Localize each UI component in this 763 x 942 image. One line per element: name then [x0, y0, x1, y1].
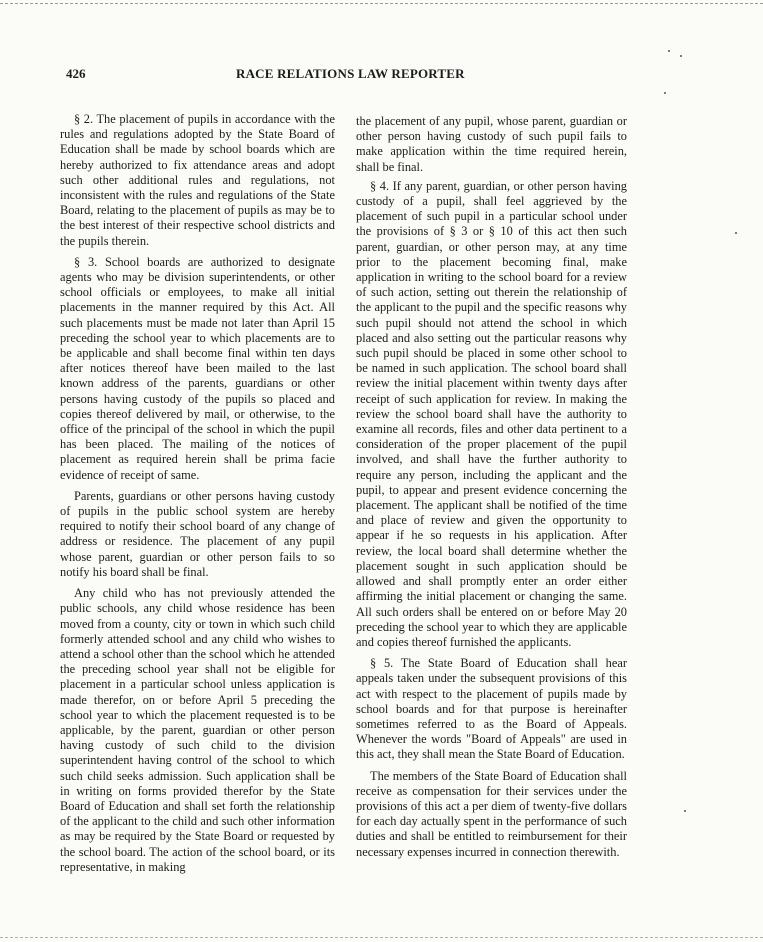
left-column	[60, 112, 335, 881]
section-2-paragraph: § 2. The placement of pupils in accordance with the rules and regulations adopted by the State Board of Education shall be made by school boards which are hereby authorized to fix attendance areas and adopt such other additional rules and regulations, not inconsistent with the rules and regulations of the State Board, relating to the placement of pupils as may be to the best interest of their respective school districts and the pupils therein.	[60, 112, 335, 248]
section-3-paragraph: § 3. School boards are authorized to designate agents who may be division superintendents, or other school officials or employees, to make all initial placements in the manner required by this Act. All such placements must be made not later than April 15 preceding the school year to which placements are to be applicable and shall become final within ten days after notices thereof have been mailed to the last known address of the parents, guardians or other persons having custody of the pupils so placed and copies thereof delivered by mail, or otherwise, to the office of the principal of the school in which the pupil has been placed. The mailing of the notices of placement as required herein shall be prima facie evidence of receipt of same.	[60, 254, 335, 482]
compensation-paragraph: The members of the State Board of Education shall receive as compensation for their services under the provisions of this act a per diem of twenty-five dollars for each day actually spent in the performance of such duties and shall be entitled to reimbursement for their necessary expenses incurred in connection therewith.	[356, 768, 627, 859]
scan-speck	[680, 55, 682, 57]
running-title: RACE RELATIONS LAW REPORTER	[236, 66, 465, 81]
page-bottom-edge	[0, 937, 763, 938]
scan-speck	[664, 92, 666, 94]
section-5-paragraph: § 5. The State Board of Education shall hear appeals taken under the subsequent provisions of this act with respect to the placement of pupils made by school boards and for that purpose is hereinafter sometimes referred to as the Board of Appeals. Whenever the words "Board of Appeals" are used in this act, they shall mean the State Board of Education.	[356, 656, 627, 762]
scan-speck	[735, 232, 737, 234]
continuation-paragraph: the placement of any pupil, whose parent, guardian or other person having custody of such pupil fails to make application within the time required herein, shall be final.	[356, 114, 627, 174]
scan-speck	[684, 810, 686, 812]
scan-speck	[668, 50, 670, 52]
right-column	[356, 114, 627, 866]
application-paragraph: Any child who has not previously attended the public schools, any child whose residence has been moved from a county, city or town in which such child formerly attended school and any child who wishes to attend a school other than the school which he attended the preceding school year shall not be eligible for placement in a particular school unless application is made therefor, on or before April 5 preceding the school year to which the placement requested is to be applicable, by the parent, guardian or other person having custody of such child to the division superintendent having control of the school to which such child seeks admission. Such application shall be in writing on forms provided therefor by the State Board of Education and shall set forth the relationship of the applicant to the child and such other information as may be required by the State Board or requested by the school board. The action of the school board, or its representative, in making	[60, 586, 335, 874]
page-header	[66, 66, 666, 84]
page-number: 426	[66, 66, 86, 81]
page-top-edge	[0, 3, 763, 4]
parents-notify-paragraph: Parents, guardians or other persons having custody of pupils in the public school system are hereby required to notify their school board of any change of address or residence. The placement of any pupil whose parent, guardian or other person fails to so notify his board shall be final.	[60, 488, 335, 579]
section-4-paragraph: § 4. If any parent, guardian, or other person having custody of a pupil, shall feel aggrieved by the placement of such pupil in a particular school under the provisions of § 3 or § 10 of this act then such parent, guardian, or other person may, at any time prior to the placement becoming final, make application in writing to the school board for a review of such action, setting out therein the relationship of the applicant to the pupil and the specific reasons why such pupil should not attend the school in which placed and also setting out the particular reasons why such pupil should be placed in some other school to be named in such application. The school board shall review the initial placement within twenty days after receipt of such application for review. In making the review the school board shall have the authority to examine all records, files and other data pertinent to a consideration of the proper placement of the pupil involved, and shall have the further authority to require any person, including the applicant and the pupil, to appear and present evidence concerning the placement. The applicant shall be notified of the time and place of review and given the opportunity to appear if he so requests in his application. After review, the local board shall determine whether the placement sought in such application should be allowed and shall promptly enter an order either affirming the initial placement or changing the same. All such orders shall be entered on or before May 20 preceding the school year to which they are applicable and copies thereof furnished the applicants.	[356, 178, 627, 649]
